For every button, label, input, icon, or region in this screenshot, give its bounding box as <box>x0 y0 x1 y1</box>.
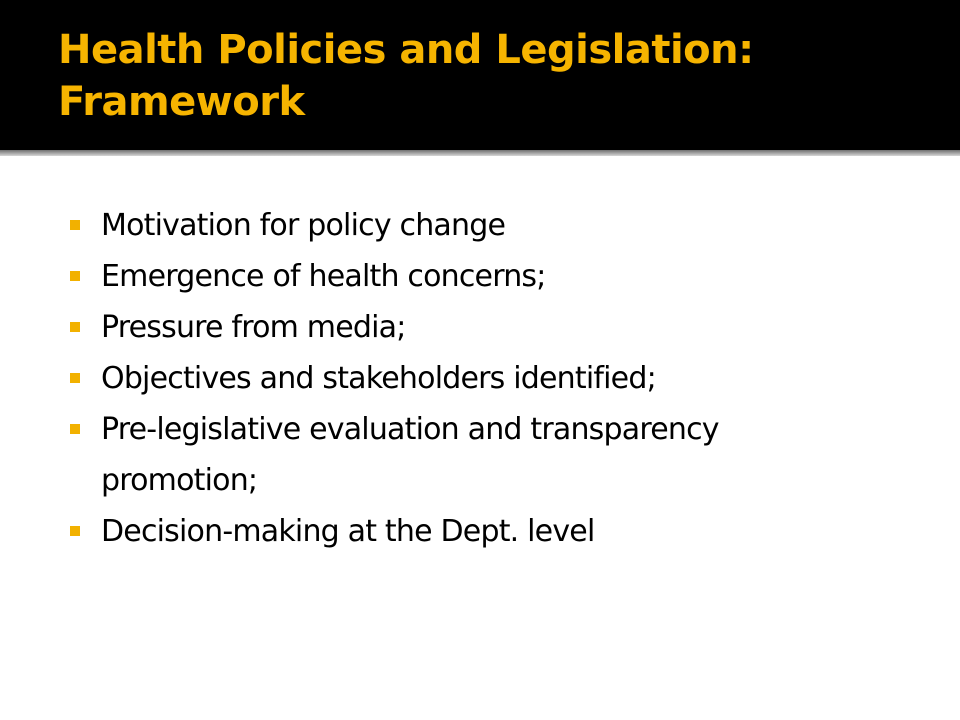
bullet-item-decision-making <box>66 506 916 557</box>
slide-title-line-1: Health Policies and Legislation: <box>58 27 754 73</box>
bullet-item-pre-legislative <box>66 404 916 506</box>
bullet-text: Pressure from media; <box>101 310 406 345</box>
bullet-text: Decision-making at the Dept. level <box>101 514 595 549</box>
slide-title-line-2: Framework <box>58 79 305 125</box>
square-bullet-icon <box>70 373 80 383</box>
square-bullet-icon <box>70 271 80 281</box>
bullet-item-motivation <box>66 200 916 251</box>
bullet-list <box>66 200 916 557</box>
square-bullet-icon <box>70 220 80 230</box>
bullet-item-objectives <box>66 353 916 404</box>
bullet-text: Motivation for policy change <box>101 208 506 243</box>
bullet-text: Objectives and stakeholders identified; <box>101 361 656 396</box>
title-divider <box>0 150 960 156</box>
bullet-text-line-2: promotion; <box>101 463 258 498</box>
square-bullet-icon <box>70 424 80 434</box>
bullet-item-pressure <box>66 302 916 353</box>
square-bullet-icon <box>70 526 80 536</box>
bullet-text: Emergence of health concerns; <box>101 259 546 294</box>
bullet-text-line-1: Pre-legislative evaluation and transparency <box>101 412 719 447</box>
square-bullet-icon <box>70 322 80 332</box>
slide-title <box>58 24 938 128</box>
bullet-item-emergence <box>66 251 916 302</box>
